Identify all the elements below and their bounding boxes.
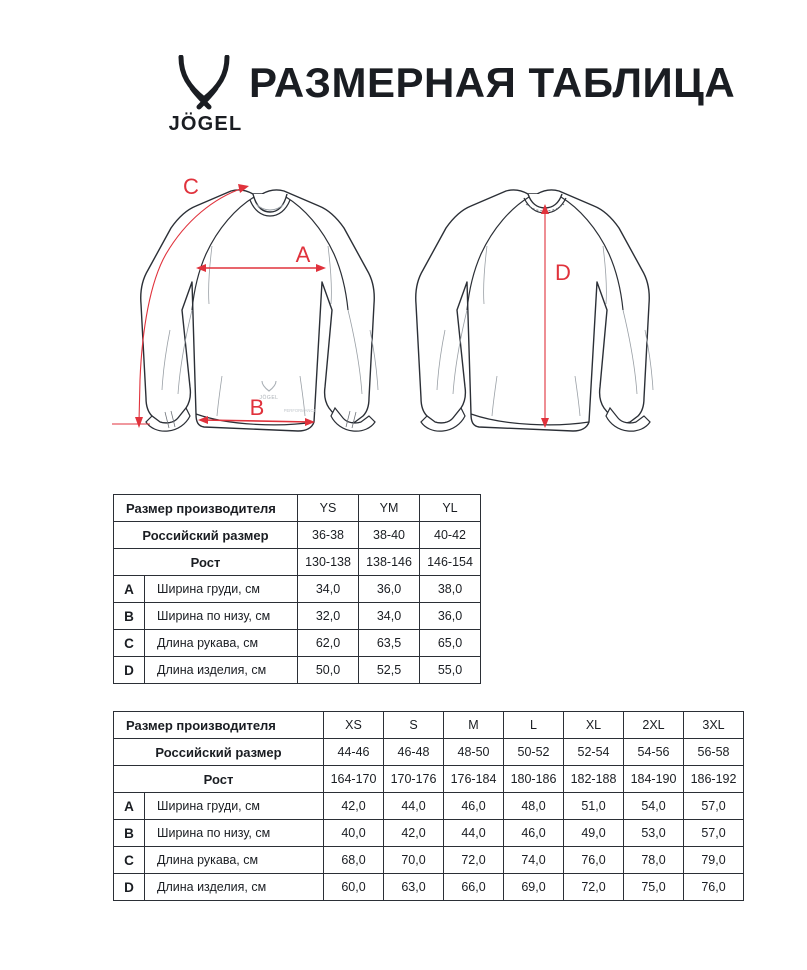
cell-measure-value: 72,0 — [444, 847, 504, 874]
table-row-measure-d — [114, 874, 744, 901]
cell-measure-value: 51,0 — [564, 793, 624, 820]
cell-russian-size: 44-46 — [324, 739, 384, 766]
measure-name: Ширина груди, см — [145, 576, 298, 603]
cell-measure-value: 36,0 — [420, 603, 481, 630]
svg-text:JÖGEL: JÖGEL — [259, 395, 279, 401]
cell-measure-value: 57,0 — [684, 793, 744, 820]
cell-height: 130-138 — [298, 549, 359, 576]
cell-size-code: YM — [359, 495, 420, 522]
cell-measure-value: 57,0 — [684, 820, 744, 847]
measure-name: Ширина по низу, см — [145, 603, 298, 630]
measure-letter: B — [114, 603, 145, 630]
cell-measure-value: 42,0 — [384, 820, 444, 847]
table-row-height — [114, 766, 744, 793]
garment-illustrations — [0, 150, 807, 470]
cell-size-code: 2XL — [624, 712, 684, 739]
table-row-measure-b — [114, 820, 744, 847]
cell-measure-value: 63,0 — [384, 874, 444, 901]
cell-russian-size: 36-38 — [298, 522, 359, 549]
table-row-measure-b — [114, 603, 481, 630]
row-label-height: Рост — [114, 766, 324, 793]
table-row-measure-a — [114, 576, 481, 603]
cell-russian-size: 52-54 — [564, 739, 624, 766]
cell-measure-value: 40,0 — [324, 820, 384, 847]
measure-letter: D — [114, 657, 145, 684]
cell-size-code: YS — [298, 495, 359, 522]
measure-name: Ширина груди, см — [145, 793, 324, 820]
cell-measure-value: 60,0 — [324, 874, 384, 901]
cell-height: 186-192 — [684, 766, 744, 793]
cell-height: 176-184 — [444, 766, 504, 793]
cell-measure-value: 34,0 — [298, 576, 359, 603]
measure-c-label: C — [183, 174, 199, 199]
cell-height: 184-190 — [624, 766, 684, 793]
garment-diagram — [0, 150, 807, 470]
cell-size-code: XL — [564, 712, 624, 739]
cell-russian-size: 54-56 — [624, 739, 684, 766]
cell-measure-value: 69,0 — [504, 874, 564, 901]
size-table-youth — [113, 494, 481, 684]
measure-letter: C — [114, 847, 145, 874]
cell-measure-value: 48,0 — [504, 793, 564, 820]
cell-measure-value: 38,0 — [420, 576, 481, 603]
cell-size-code: S — [384, 712, 444, 739]
measure-name: Длина изделия, см — [145, 657, 298, 684]
cell-measure-value: 44,0 — [444, 820, 504, 847]
row-label-russian-size: Российский размер — [114, 739, 324, 766]
cell-measure-value: 32,0 — [298, 603, 359, 630]
cell-height: 180-186 — [504, 766, 564, 793]
brand-wordmark: JÖGEL — [168, 113, 243, 135]
cell-measure-value: 76,0 — [684, 874, 744, 901]
cell-measure-value: 66,0 — [444, 874, 504, 901]
cell-russian-size: 38-40 — [359, 522, 420, 549]
garment-front-view — [112, 174, 378, 431]
row-label-manufacturer-size: Размер производителя — [114, 495, 298, 522]
cell-measure-value: 62,0 — [298, 630, 359, 657]
cell-measure-value: 63,5 — [359, 630, 420, 657]
table-row-height — [114, 549, 481, 576]
measure-name: Длина рукава, см — [145, 847, 324, 874]
cell-size-code: YL — [420, 495, 481, 522]
cell-height: 138-146 — [359, 549, 420, 576]
cell-measure-value: 65,0 — [420, 630, 481, 657]
cell-measure-value: 50,0 — [298, 657, 359, 684]
cell-size-code: 3XL — [684, 712, 744, 739]
measure-letter: C — [114, 630, 145, 657]
cell-measure-value: 78,0 — [624, 847, 684, 874]
cell-measure-value: 70,0 — [384, 847, 444, 874]
measure-d-label: D — [555, 260, 571, 285]
table-row-manufacturer-size — [114, 495, 481, 522]
measure-b-label: B — [249, 395, 265, 420]
cell-russian-size: 50-52 — [504, 739, 564, 766]
table-row-measure-d — [114, 657, 481, 684]
table-row-measure-a — [114, 793, 744, 820]
page-header — [0, 0, 807, 150]
row-label-height: Рост — [114, 549, 298, 576]
cell-russian-size: 56-58 — [684, 739, 744, 766]
measure-letter: D — [114, 874, 145, 901]
cell-measure-value: 42,0 — [324, 793, 384, 820]
cell-measure-value: 34,0 — [359, 603, 420, 630]
cell-measure-value: 55,0 — [420, 657, 481, 684]
cell-measure-value: 79,0 — [684, 847, 744, 874]
cell-size-code: XS — [324, 712, 384, 739]
measure-letter: A — [114, 576, 145, 603]
cell-measure-value: 53,0 — [624, 820, 684, 847]
cell-russian-size: 46-48 — [384, 739, 444, 766]
cell-measure-value: 44,0 — [384, 793, 444, 820]
jogel-wing-logo-icon — [175, 55, 235, 113]
cell-size-code: L — [504, 712, 564, 739]
measure-name: Ширина по низу, см — [145, 820, 324, 847]
cell-height: 164-170 — [324, 766, 384, 793]
brand-logo — [163, 55, 248, 140]
row-label-russian-size: Российский размер — [114, 522, 298, 549]
cell-measure-value: 75,0 — [624, 874, 684, 901]
cell-measure-value: 46,0 — [444, 793, 504, 820]
cell-russian-size: 40-42 — [420, 522, 481, 549]
measure-letter: B — [114, 820, 145, 847]
table-row-manufacturer-size — [114, 712, 744, 739]
cell-measure-value: 52,5 — [359, 657, 420, 684]
measure-name: Длина изделия, см — [145, 874, 324, 901]
cell-russian-size: 48-50 — [444, 739, 504, 766]
cell-measure-value: 76,0 — [564, 847, 624, 874]
cell-height: 182-188 — [564, 766, 624, 793]
hem-print-text: PERFORMANCE — [283, 408, 317, 413]
table-row-russian-size — [114, 739, 744, 766]
cell-height: 146-154 — [420, 549, 481, 576]
cell-measure-value: 46,0 — [504, 820, 564, 847]
table-row-measure-c — [114, 630, 481, 657]
size-table-adult — [113, 711, 744, 901]
table-row-measure-c — [114, 847, 744, 874]
cell-size-code: M — [444, 712, 504, 739]
cell-measure-value: 49,0 — [564, 820, 624, 847]
row-label-manufacturer-size: Размер производителя — [114, 712, 324, 739]
cell-height: 170-176 — [384, 766, 444, 793]
measure-a-label: A — [295, 242, 311, 267]
cell-measure-value: 36,0 — [359, 576, 420, 603]
cell-measure-value: 72,0 — [564, 874, 624, 901]
measure-letter: A — [114, 793, 145, 820]
garment-back-view — [416, 190, 653, 431]
cell-measure-value: 74,0 — [504, 847, 564, 874]
table-row-russian-size — [114, 522, 481, 549]
page-title: РАЗМЕРНАЯ ТАБЛИЦА — [249, 59, 736, 106]
measure-name: Длина рукава, см — [145, 630, 298, 657]
cell-measure-value: 54,0 — [624, 793, 684, 820]
cell-measure-value: 68,0 — [324, 847, 384, 874]
